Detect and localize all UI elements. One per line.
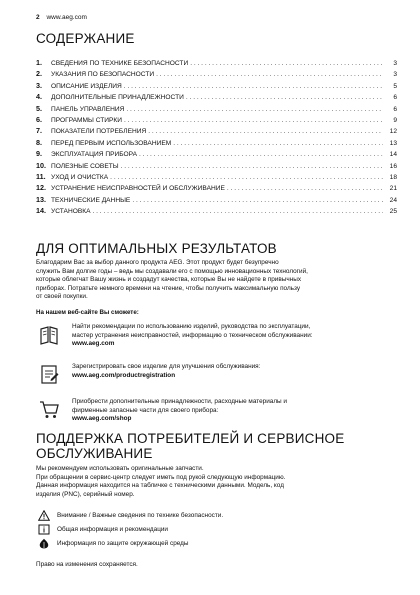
toc-number: 5. [36, 103, 42, 113]
support-line: Мы рекомендуем использовать оригинальные запчасти. [36, 465, 204, 472]
toc-leader-dots [139, 149, 383, 160]
toc-page-number: 25 [389, 208, 397, 216]
toc-leader-dots [156, 69, 383, 80]
footer-note: Право на изменения сохраняется. [36, 561, 138, 568]
support-line: При обращении в сервис-центр следует иметь под рукой следующую информацию. [36, 473, 286, 481]
toc-page-number: 14 [389, 151, 397, 159]
toc-number: 10. [36, 160, 46, 170]
toc-number: 11. [36, 171, 46, 181]
results-heading: ДЛЯ ОПТИМАЛЬНЫХ РЕЗУЛЬТАТОВ [36, 241, 277, 256]
support-heading-line: ПОДДЕРЖКА ПОТРЕБИТЕЛЕЙ И СЕРВИСНОЕ [36, 431, 345, 446]
toc-leader-dots [132, 195, 383, 206]
toc-leader-dots [190, 58, 383, 69]
toc-row[interactable] [36, 125, 397, 136]
toc-page-number: 24 [389, 196, 397, 204]
book-icon [38, 324, 60, 351]
intro-paragraph [36, 259, 396, 302]
toc-number: 6. [36, 114, 42, 124]
toc-title: ПОКАЗАТЕЛИ ПОТРЕБЛЕНИЯ [51, 128, 147, 136]
toc-leader-dots [124, 115, 383, 126]
toc-title: ПОЛЕЗНЫЕ СОВЕТЫ [51, 162, 119, 170]
website-block-shop [72, 398, 402, 424]
legend-info [38, 522, 223, 536]
toc-page-number: 9 [393, 116, 397, 124]
toc-title: ПРОГРАММЫ СТИРКИ [51, 116, 122, 124]
block-text: фирменные запасные части для своего прибора: [72, 406, 219, 414]
toc-leader-dots [121, 161, 383, 172]
toc-row[interactable] [36, 80, 397, 91]
toc-leader-dots [173, 138, 383, 149]
toc-page-number: 12 [389, 128, 397, 136]
toc-row[interactable] [36, 68, 397, 79]
website-block-support [72, 323, 402, 349]
shop-link[interactable]: www.aeg.com/shop [72, 415, 132, 422]
toc-page-number: 18 [389, 173, 397, 181]
toc-row[interactable] [36, 137, 397, 148]
toc-title: ТЕХНИЧЕСКИЕ ДАННЫЕ [51, 196, 131, 204]
support-link[interactable]: www.aeg.com [72, 340, 115, 347]
toc-row[interactable] [36, 114, 397, 125]
toc-leader-dots [92, 206, 383, 217]
toc-leader-dots [110, 172, 383, 183]
legend-text: Информация по защите окружающей среды [57, 539, 189, 547]
toc-row[interactable] [36, 91, 397, 102]
intro-line: служить Вам долгие годы – ведь мы создавали его с помощью инновационных технологий, [36, 267, 308, 275]
shopping-cart-icon [38, 398, 60, 425]
toc-title: ОПИСАНИЕ ИЗДЕЛИЯ [51, 82, 122, 90]
toc-title: ПЕРЕД ПЕРВЫМ ИСПОЛЬЗОВАНИЕМ [51, 139, 172, 147]
toc-title: УСТРАНЕНИЕ НЕИСПРАВНОСТЕЙ И ОБСЛУЖИВАНИЕ [51, 185, 225, 193]
toc-number: 2. [36, 69, 42, 79]
toc-number: 14. [36, 206, 46, 216]
toc-row[interactable] [36, 194, 397, 205]
website-block-registration [72, 363, 402, 380]
toc-number: 4. [36, 92, 42, 102]
toc-leader-dots [227, 183, 383, 194]
site-url: www.aeg.com [46, 14, 87, 21]
toc-title: СВЕДЕНИЯ ПО ТЕХНИКЕ БЕЗОПАСНОСТИ [51, 60, 189, 67]
block-text: Найти рекомендации по использованию изделий, руководства по эксплуатации, [72, 323, 311, 330]
page-number: 2 [36, 14, 40, 21]
registration-icon [38, 363, 60, 390]
intro-line: приборах. Потратьте немного времени на чтение, чтобы получить максимальную пользу [36, 284, 301, 292]
toc-title: УХОД И ОЧИСТКА [51, 173, 109, 181]
block-text: Приобрести дополнительные принадлежности, расходные материалы и [72, 398, 287, 405]
toc-row[interactable] [36, 171, 397, 182]
environment-icon [38, 538, 50, 549]
info-icon [38, 524, 50, 535]
block-text: мастер устранения неисправностей, информацию о техническом обслуживании: [72, 331, 313, 339]
toc-number: 8. [36, 137, 42, 147]
toc-page-number: 3 [393, 60, 397, 67]
support-line: Данная информация находится на табличке с техническими данными. Модель, код [36, 482, 284, 489]
toc-row[interactable] [36, 160, 397, 171]
support-line: изделия (PNC), серийный номер. [36, 490, 135, 498]
web-heading: На нашем веб-сайте Вы сможете: [36, 309, 139, 316]
toc-row[interactable] [36, 57, 397, 68]
legend-text: Общая информация и рекомендации [57, 525, 168, 533]
symbol-legend [38, 508, 223, 550]
support-heading-line: ОБСЛУЖИВАНИЕ [36, 446, 153, 461]
intro-line: которые облегчат Вашу жизнь и создадут качества, которые Вы не найдете в привычных [36, 276, 302, 283]
toc-row[interactable] [36, 205, 397, 216]
support-paragraph [36, 465, 401, 499]
warning-icon [38, 510, 50, 521]
toc-leader-dots [124, 81, 383, 92]
toc-page-number: 6 [393, 94, 397, 102]
toc-page-number: 16 [389, 162, 397, 170]
toc-page-number: 13 [389, 139, 397, 147]
toc-number: 13. [36, 194, 46, 204]
contents-heading: СОДЕРЖАНИЕ [36, 31, 135, 46]
toc-row[interactable] [36, 182, 397, 193]
intro-line: Благодарим Вас за выбор данного продукта AEG. Этот продукт будет безупречно [36, 259, 279, 266]
block-text: Зарегистрировать свое изделие для улучшения обслуживания: [72, 363, 261, 370]
toc-leader-dots [126, 104, 383, 115]
legend-environment [38, 536, 223, 550]
toc-row[interactable] [36, 148, 397, 159]
toc-page-number: 21 [389, 185, 397, 193]
toc-row[interactable] [36, 103, 397, 114]
support-heading [36, 431, 344, 461]
toc-number: 3. [36, 80, 42, 90]
toc-number: 7. [36, 126, 42, 136]
toc-number: 1. [36, 58, 42, 67]
intro-line: от своей покупки. [36, 293, 88, 300]
toc-page-number: 6 [393, 105, 397, 113]
toc-title: ПАНЕЛЬ УПРАВЛЕНИЯ [51, 105, 125, 113]
page-header [36, 14, 87, 21]
toc-page-number: 5 [393, 82, 397, 90]
registration-link[interactable]: www.aeg.com/productregistration [72, 371, 176, 379]
toc-number: 9. [36, 149, 42, 159]
table-of-contents [36, 57, 397, 216]
toc-leader-dots [186, 92, 383, 103]
toc-leader-dots [148, 126, 383, 137]
toc-title: ДОПОЛНИТЕЛЬНЫЕ ПРИНАДЛЕЖНОСТИ [51, 94, 184, 102]
legend-text: Внимание / Важные сведения по технике безопасности. [57, 511, 224, 519]
toc-number: 12. [36, 183, 46, 193]
legend-warning [38, 508, 223, 522]
toc-title: УСТАНОВКА [51, 208, 91, 216]
toc-page-number: 3 [393, 71, 397, 79]
toc-title: ЭКСПЛУАТАЦИЯ ПРИБОРА [51, 151, 137, 159]
toc-title: УКАЗАНИЯ ПО БЕЗОПАСНОСТИ [51, 71, 155, 79]
